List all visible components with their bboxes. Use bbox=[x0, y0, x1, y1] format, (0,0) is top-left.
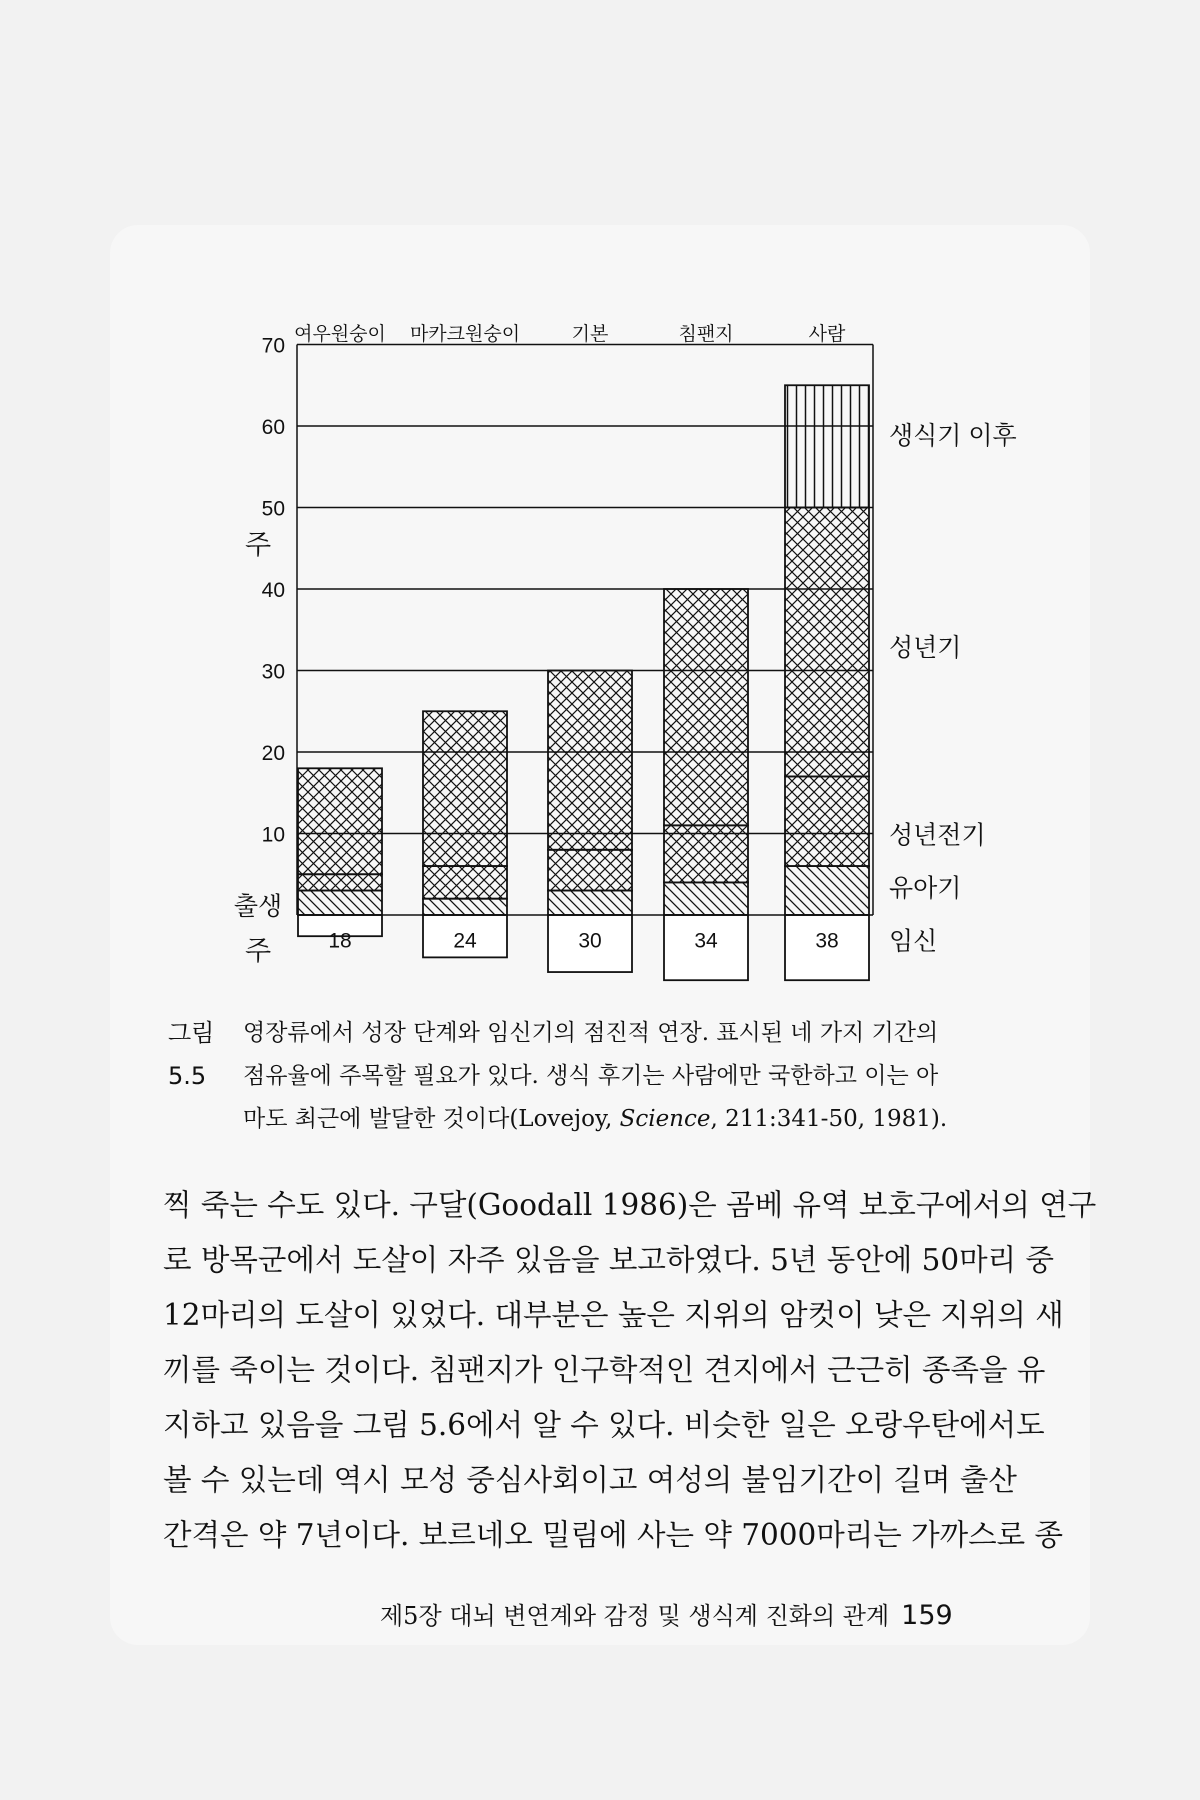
category-label: 사람 bbox=[808, 324, 846, 345]
stage-label-gestation: 임신 bbox=[889, 927, 938, 956]
caption-line-3 bbox=[243, 1098, 1083, 1141]
post-reproductive-segment bbox=[785, 385, 869, 507]
infant-segment bbox=[423, 899, 507, 915]
category-label: 침팬지 bbox=[678, 324, 734, 345]
adult-segment bbox=[664, 589, 748, 825]
category-label: 기본 bbox=[571, 324, 609, 345]
gestation-value-label: 18 bbox=[328, 929, 352, 953]
infant-segment bbox=[298, 891, 382, 915]
gestation-value-label: 38 bbox=[815, 929, 839, 953]
body-line: 볼 수 있는데 역시 모성 중심사회이고 여성의 불임기간이 길며 출산 bbox=[163, 1463, 1017, 1497]
y-tick-label: 30 bbox=[261, 660, 285, 684]
birth-label: 출생 bbox=[233, 892, 283, 921]
body-line: 찍 죽는 수도 있다. 구달(Goodall 1986)은 곰베 유역 보호구에서의 연구 bbox=[163, 1188, 1097, 1222]
body-paragraph bbox=[163, 1178, 1097, 1563]
category-label: 여우원숭이 bbox=[294, 324, 386, 345]
y-axis-title: 주 bbox=[244, 530, 272, 561]
body-line: 간격은 약 7년이다. 보르네오 밀림에 사는 약 7000마리는 가까스로 종 bbox=[163, 1518, 1064, 1552]
category-label: 마카크원숭이 bbox=[409, 324, 521, 345]
running-footer bbox=[380, 1596, 1040, 1631]
birth-week-label: 주 bbox=[244, 936, 272, 967]
infant-segment bbox=[664, 882, 748, 915]
caption-line-1: 영장류에서 성장 단계와 임신기의 점진적 연장. 표시된 네 가지 기간의 bbox=[243, 1020, 939, 1046]
body-line: 로 방목군에서 도살이 자주 있음을 보고하였다. 5년 동안에 50마리 중 bbox=[163, 1243, 1055, 1277]
adult-segment bbox=[423, 711, 507, 866]
caption-line-3-suffix: , 211:341-50, 1981). bbox=[710, 1106, 948, 1132]
stage-label-post-reproductive: 생식기 이후 bbox=[889, 422, 1017, 451]
adult-segment bbox=[298, 768, 382, 874]
adult-segment bbox=[548, 671, 632, 850]
stage-label-adult: 성년기 bbox=[889, 634, 962, 663]
caption-journal: Science bbox=[619, 1106, 711, 1132]
page-number: 159 bbox=[901, 1600, 953, 1631]
caption-line-3-prefix: 마도 최근에 발달한 것이다(Lovejoy, bbox=[243, 1106, 620, 1132]
y-tick-label: 50 bbox=[261, 497, 285, 521]
y-tick-label: 60 bbox=[261, 416, 285, 439]
y-tick-label: 10 bbox=[261, 823, 285, 847]
juvenile-segment bbox=[548, 850, 632, 891]
juvenile-segment bbox=[664, 825, 748, 882]
body-line: 지하고 있음을 그림 5.6에서 알 수 있다. 비슷한 일은 오랑우탄에서도 bbox=[163, 1408, 1045, 1442]
infant-segment bbox=[548, 891, 632, 915]
figure-label: 그림 5.5 bbox=[168, 1019, 215, 1090]
y-tick-label: 70 bbox=[261, 334, 285, 358]
juvenile-segment bbox=[298, 874, 382, 890]
figure-caption bbox=[168, 1012, 1083, 1141]
adult-segment bbox=[785, 508, 869, 777]
infant-segment bbox=[785, 866, 869, 915]
y-tick-label: 20 bbox=[261, 742, 285, 765]
gestation-value-label: 34 bbox=[694, 929, 718, 953]
caption-line-2: 점유율에 주목할 필요가 있다. 생식 후기는 사람에만 국한하고 이는 아 bbox=[243, 1063, 939, 1089]
stage-label-infant: 유아기 bbox=[889, 874, 962, 903]
juvenile-segment bbox=[785, 776, 869, 866]
stage-label-juvenile: 성년전기 bbox=[889, 821, 986, 850]
body-line: 끼를 죽이는 것이다. 침팬지가 인구학적인 견지에서 근근히 종족을 유 bbox=[163, 1353, 1046, 1387]
y-tick-label: 40 bbox=[261, 579, 285, 602]
gestation-value-label: 24 bbox=[453, 929, 477, 953]
body-line: 12마리의 도살이 있었다. 대부분은 높은 지위의 암컷이 낮은 지위의 새 bbox=[163, 1298, 1064, 1332]
gestation-value-label: 30 bbox=[578, 929, 602, 953]
chapter-title: 제5장 대뇌 변연계와 감정 및 생식계 진화의 관계 bbox=[380, 1602, 890, 1630]
juvenile-segment bbox=[423, 866, 507, 899]
